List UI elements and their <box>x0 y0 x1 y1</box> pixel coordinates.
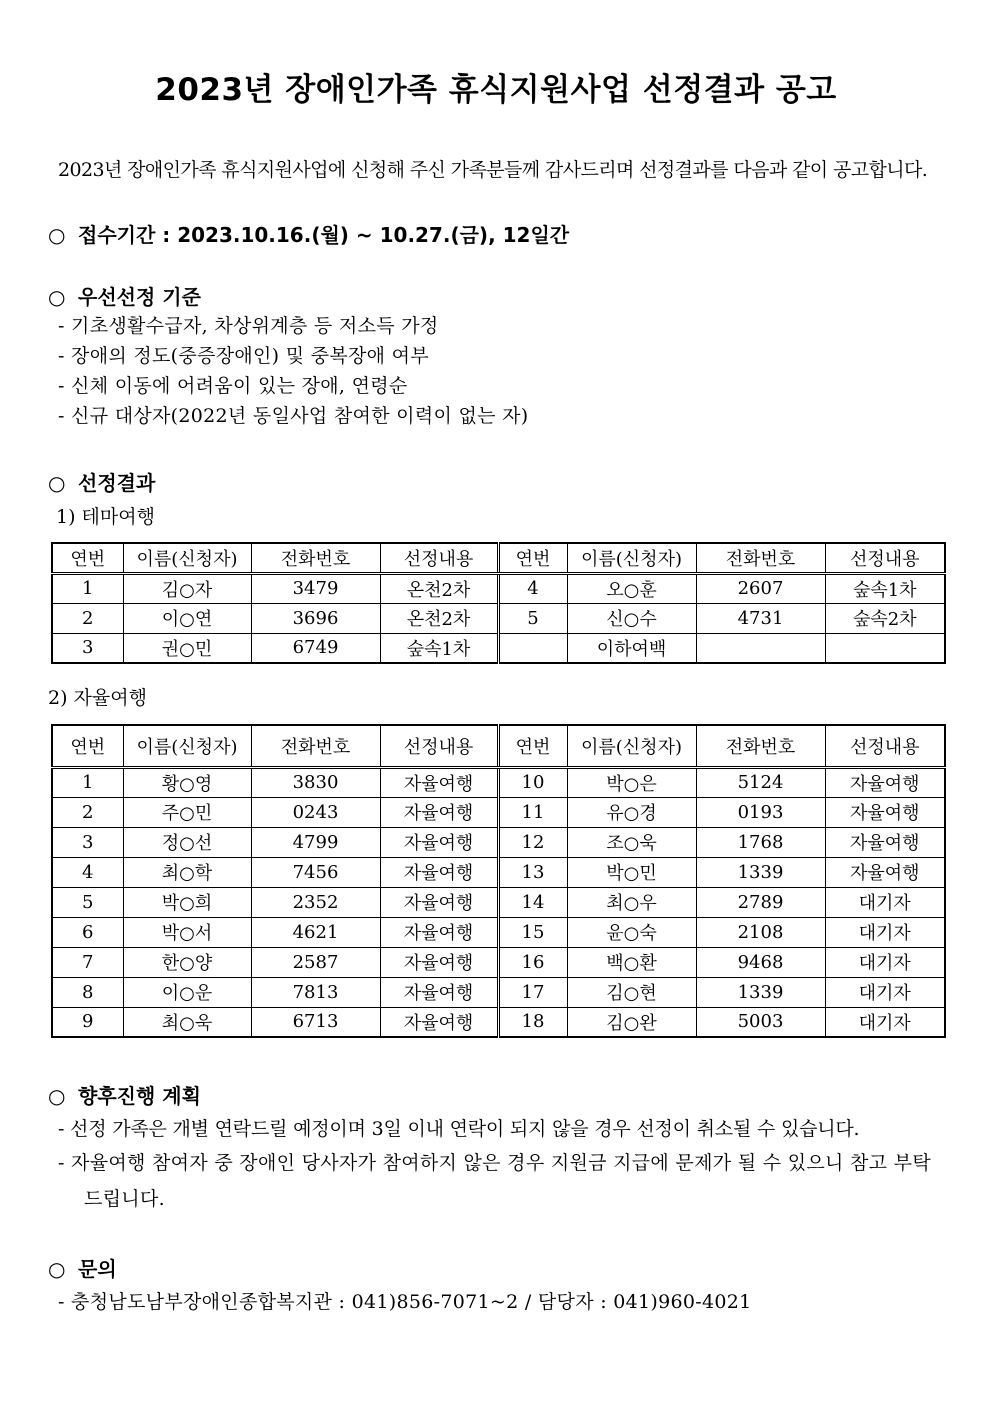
table-cell: 3 <box>52 633 123 663</box>
table-cell: 정○선 <box>123 827 251 857</box>
table-cell: 자율여행 <box>380 857 498 887</box>
table-cell: 자율여행 <box>380 827 498 857</box>
table-cell: 유○경 <box>567 797 696 827</box>
table-cell: 자율여행 <box>380 887 498 917</box>
plan-heading-text: 향후진행 계획 <box>78 1084 201 1108</box>
table-cell: 황○영 <box>123 767 251 797</box>
table-cell: 자율여행 <box>380 917 498 947</box>
table-cell: 신○수 <box>567 603 696 633</box>
table-cell: 온천2차 <box>380 573 498 603</box>
column-header: 이름(신청자) <box>567 725 696 767</box>
table-cell: 박○민 <box>567 857 696 887</box>
table-cell: 4731 <box>696 603 825 633</box>
table-cell: 대기자 <box>825 917 945 947</box>
table-cell: 5 <box>52 887 123 917</box>
table-cell: 김○자 <box>123 573 251 603</box>
table-cell: 2352 <box>251 887 380 917</box>
priority-heading-text: 우선선정 기준 <box>78 285 201 309</box>
table-cell: 대기자 <box>825 1007 945 1037</box>
table-cell: 자율여행 <box>380 797 498 827</box>
table-cell: 김○완 <box>567 1007 696 1037</box>
column-header: 연번 <box>52 725 123 767</box>
contact-heading-text: 문의 <box>78 1257 117 1281</box>
table-header-row <box>52 543 945 573</box>
column-header: 선정내용 <box>825 725 945 767</box>
table-cell: 박○은 <box>567 767 696 797</box>
table-cell: 3 <box>52 827 123 857</box>
column-header: 선정내용 <box>380 725 498 767</box>
table-cell: 주○민 <box>123 797 251 827</box>
plan-heading <box>48 1080 201 1109</box>
table-header-row <box>52 725 945 767</box>
circle-bullet-icon: ○ <box>48 1257 66 1281</box>
table-row <box>52 573 945 603</box>
table-cell: 숲속1차 <box>825 573 945 603</box>
table-cell: 이○운 <box>123 977 251 1007</box>
table-cell: 자율여행 <box>380 947 498 977</box>
table-cell: 최○학 <box>123 857 251 887</box>
table-cell: 9468 <box>696 947 825 977</box>
column-header: 연번 <box>52 543 123 573</box>
table-cell: 13 <box>498 857 567 887</box>
table-cell: 박○희 <box>123 887 251 917</box>
contact-line: - 충청남도남부장애인종합복지관 : 041)856-7071~2 / 담당자 : 041)960-4021 <box>58 1291 752 1313</box>
theme-travel-label: 1) 테마여행 <box>56 506 155 528</box>
table-cell: 최○욱 <box>123 1007 251 1037</box>
table-cell: 4621 <box>251 917 380 947</box>
table-row <box>52 1007 945 1037</box>
priority-item: - 장애의 정도(중증장애인) 및 중복장애 여부 <box>58 345 429 367</box>
table-cell: 2789 <box>696 887 825 917</box>
table-cell: 1339 <box>696 977 825 1007</box>
table-cell: 숲속1차 <box>380 633 498 663</box>
self-travel-label: 2) 자율여행 <box>48 687 147 709</box>
period-text: 접수기간 : 2023.10.16.(월) ~ 10.27.(금), 12일간 <box>78 223 570 247</box>
table-cell: 대기자 <box>825 947 945 977</box>
table-cell: 12 <box>498 827 567 857</box>
column-header: 연번 <box>498 543 567 573</box>
table-cell: 윤○숙 <box>567 917 696 947</box>
table-cell: 7456 <box>251 857 380 887</box>
table-cell: 자율여행 <box>825 797 945 827</box>
table-cell: 11 <box>498 797 567 827</box>
table-cell: 2587 <box>251 947 380 977</box>
table-cell: 조○욱 <box>567 827 696 857</box>
table-cell: 4799 <box>251 827 380 857</box>
table-cell: 1 <box>52 573 123 603</box>
table-cell: 권○민 <box>123 633 251 663</box>
table-cell: 숲속2차 <box>825 603 945 633</box>
table-cell: 대기자 <box>825 887 945 917</box>
table-cell: 6749 <box>251 633 380 663</box>
table-row <box>52 797 945 827</box>
table-cell: 자율여행 <box>825 857 945 887</box>
table-cell: 10 <box>498 767 567 797</box>
table-cell: 4 <box>52 857 123 887</box>
table-cell: 이○연 <box>123 603 251 633</box>
table-row <box>52 947 945 977</box>
table-cell: 자율여행 <box>380 767 498 797</box>
table-cell: 1768 <box>696 827 825 857</box>
column-header: 이름(신청자) <box>123 543 251 573</box>
priority-heading <box>48 281 201 310</box>
circle-bullet-icon: ○ <box>48 285 66 309</box>
results-heading <box>48 467 155 496</box>
column-header: 전화번호 <box>696 725 825 767</box>
column-header: 전화번호 <box>251 543 380 573</box>
table-cell: 1339 <box>696 857 825 887</box>
table-cell: 7 <box>52 947 123 977</box>
intro-text: 2023년 장애인가족 휴식지원사업에 신청해 주신 가족분들께 감사드리며 선정결과를 다음과 같이 공고합니다. <box>58 159 928 181</box>
table-cell: 5003 <box>696 1007 825 1037</box>
table-cell: 한○양 <box>123 947 251 977</box>
results-heading-text: 선정결과 <box>78 471 156 495</box>
circle-bullet-icon: ○ <box>48 1084 66 1108</box>
table-cell: 16 <box>498 947 567 977</box>
table-cell <box>696 633 825 663</box>
table-cell: 오○훈 <box>567 573 696 603</box>
table-cell: 2108 <box>696 917 825 947</box>
table-cell: 4 <box>498 573 567 603</box>
table-cell: 자율여행 <box>825 827 945 857</box>
table-cell: 최○우 <box>567 887 696 917</box>
table-cell: 김○현 <box>567 977 696 1007</box>
table-cell: 7813 <box>251 977 380 1007</box>
table-row <box>52 633 945 663</box>
table-row <box>52 827 945 857</box>
table-row <box>52 767 945 797</box>
priority-item: - 기초생활수급자, 차상위계층 등 저소득 가정 <box>58 315 439 337</box>
circle-bullet-icon: ○ <box>48 471 66 495</box>
table-cell: 온천2차 <box>380 603 498 633</box>
table-cell: 3479 <box>251 573 380 603</box>
table-cell: 5 <box>498 603 567 633</box>
table-cell <box>498 633 567 663</box>
page-title: 2023년 장애인가족 휴식지원사업 선정결과 공고 <box>155 72 837 108</box>
table-cell: 자율여행 <box>825 767 945 797</box>
table-cell: 2607 <box>696 573 825 603</box>
table-cell: 17 <box>498 977 567 1007</box>
contact-heading <box>48 1253 117 1282</box>
table-row <box>52 887 945 917</box>
table-cell: 6 <box>52 917 123 947</box>
plan-item: - 선정 가족은 개별 연락드릴 예정이며 3일 이내 연락이 되지 않을 경우 선정이 취소될 수 있습니다. <box>58 1118 860 1140</box>
column-header: 전화번호 <box>696 543 825 573</box>
table-row <box>52 603 945 633</box>
table-cell: 3696 <box>251 603 380 633</box>
self-travel-table <box>51 724 946 1038</box>
column-header: 이름(신청자) <box>123 725 251 767</box>
column-header: 연번 <box>498 725 567 767</box>
table-cell: 2 <box>52 797 123 827</box>
plan-item-text: - 자율여행 참여자 중 장애인 당사자가 참여하지 않은 경우 지원금 지급에 문제가 될 수 있으니 참고 부탁드립니다. <box>58 1152 931 1210</box>
table-cell: 자율여행 <box>380 977 498 1007</box>
table-cell: 15 <box>498 917 567 947</box>
table-cell: 대기자 <box>825 977 945 1007</box>
theme-travel-table <box>51 542 946 664</box>
table-cell: 2 <box>52 603 123 633</box>
table-cell: 18 <box>498 1007 567 1037</box>
priority-item: - 신규 대상자(2022년 동일사업 참여한 이력이 없는 자) <box>58 405 529 427</box>
table-cell: 6713 <box>251 1007 380 1037</box>
table-cell: 백○환 <box>567 947 696 977</box>
table-cell: 0243 <box>251 797 380 827</box>
table-row <box>52 857 945 887</box>
priority-item: - 신체 이동에 어려움이 있는 장애, 연령순 <box>58 375 408 397</box>
table-cell: 14 <box>498 887 567 917</box>
column-header: 선정내용 <box>380 543 498 573</box>
period-heading <box>48 219 569 248</box>
table-cell <box>825 633 945 663</box>
table-cell: 박○서 <box>123 917 251 947</box>
table-cell: 3830 <box>251 767 380 797</box>
table-cell: 이하여백 <box>567 633 696 663</box>
table-cell: 8 <box>52 977 123 1007</box>
column-header: 이름(신청자) <box>567 543 696 573</box>
table-cell: 자율여행 <box>380 1007 498 1037</box>
column-header: 선정내용 <box>825 543 945 573</box>
column-header: 전화번호 <box>251 725 380 767</box>
table-row <box>52 917 945 947</box>
circle-bullet-icon: ○ <box>48 223 66 247</box>
table-row <box>52 977 945 1007</box>
table-cell: 9 <box>52 1007 123 1037</box>
plan-item <box>58 1145 944 1217</box>
table-cell: 1 <box>52 767 123 797</box>
table-cell: 5124 <box>696 767 825 797</box>
table-cell: 0193 <box>696 797 825 827</box>
